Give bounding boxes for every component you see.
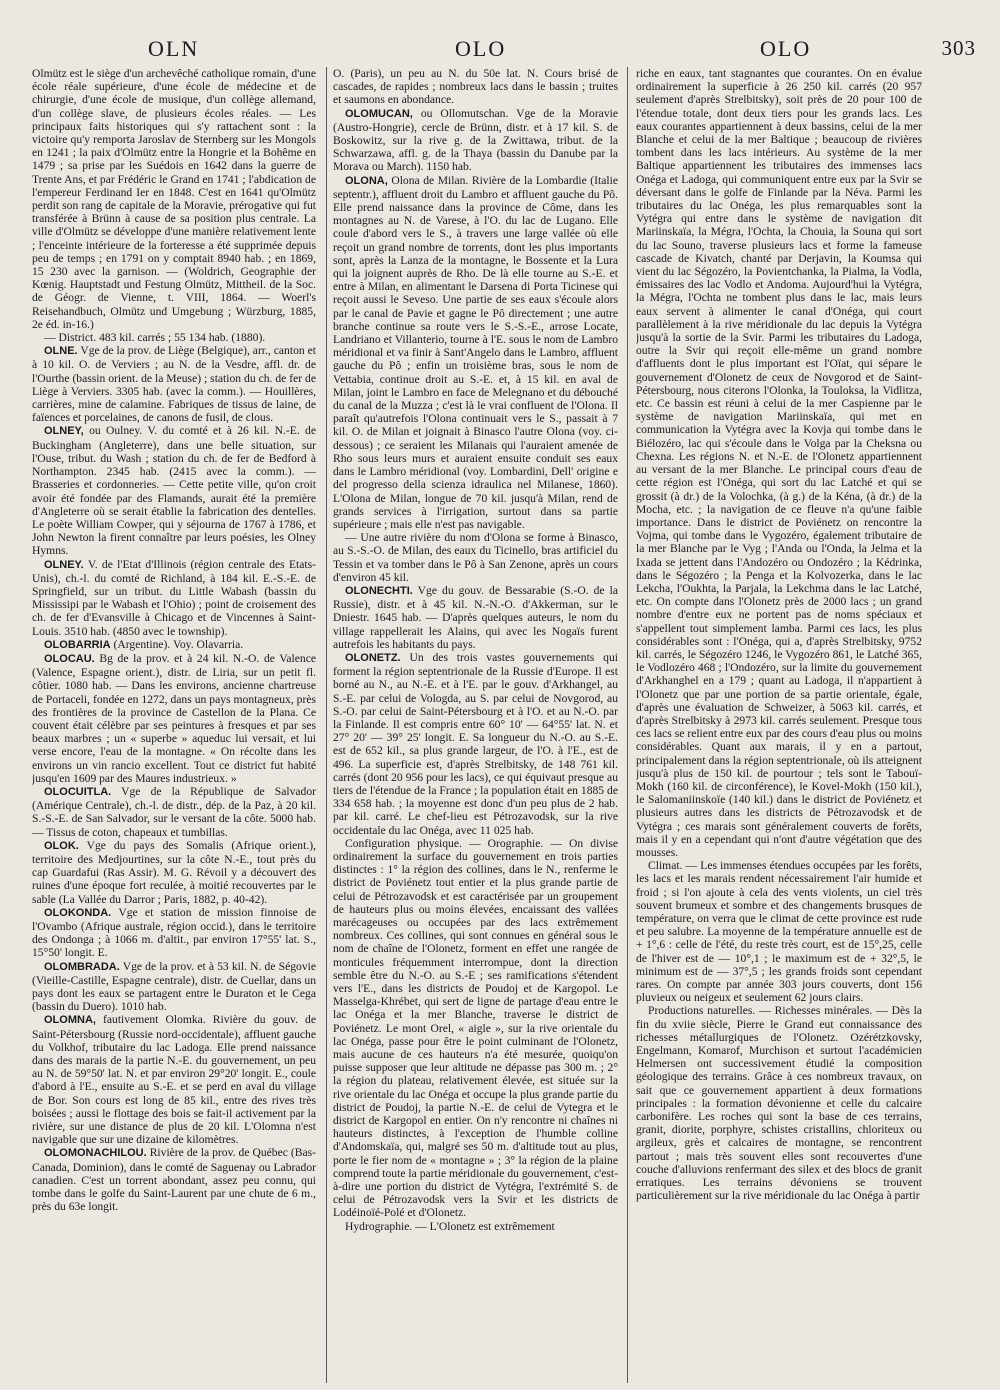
running-header-left: OLN xyxy=(148,36,200,61)
continued-paragraph: riche en eaux, tant stagnantes que courantes. On en évalue ordinairement la superficie à 26 250 kil. carrés (20 957 seulement d'après Strelbitsky), soit près de 20 pour 100 de l'étendue totale, dont deux tiers pour les grands lacs. Les eaux courantes appartiennent à deux bassins, celui de la mer Blanche et celui de la mer Baltique ; beaucoup de rivières tombent dans les lacs intérieurs. Au système de la mer Baltique appartiennent les tributaires des immenses lacs Onéga et Ladoga, qui communiquent entre eux par la Svir se déversant dans le golfe de Finlande par la Néva. Parmi les tributaires du lac Onéga, les plus remarquables sont la Vytégra qui entre dans le système de navigation dit Mariinskaïa, la Mégra, l'Ochta, la Chouia, la Souna qui sort du lac Souno, traverse plusieurs lacs et forme la fameuse cascade de Kivatch, chanté par Derjavin, la Koumsa qui vient du lac Ségozéro, la Povientchanka, la Pialma, la Vodla, émissaires des lac Vodlo et Andoma. Aujourd'hui la Vytégra, la Mégra, l'Ochta ne tombent plus dans le lac, mais leurs eaux servent à alimenter le canal d'Onéga, qui court parallèlement à la rive méridionale du lac depuis la Vytégra jusqu'à la sortie de la Svir. Parmi les tributaires du Ladoga, outre la Svir qui reçoit elle-même un grand nombre d'affluents dont le plus important est l'Oïat, qui sépare le gouvernement d'Olonetz de ceux de Novgorod et de Saint-Pétersbourg, nous citerons l'Olonka, la Touloksa, la Vidlitza, etc. Ce bassin est réuni à celui de la mer Caspienne par le système de navigation Mariinskaïa, qui met en communication la Vytégra avec la Kovja qui tombe dans le Biélozéro, lac qui s'écoule dans le Volga par la Cheksna ou Chexna. Les régions N. et N.-E. de l'Olonetz appartiennent au versant de la mer Blanche. Le principal cours d'eau de cette région est l'Onéga, qui sort du lac Latché et qui se grossit (à dr.) de la Volochka, (à g.) de la Kéna, (à dr.) de la Mocha, etc. ; la navigation de ce fleuve n'a qu'une faible importance. Dans le district de Poviénetz on rencontre la Vojma, qui tombe dans le Vygozéro, également tributaire de la mer Blanche par le Vyg ; l'Anda ou l'Onda, la Jelma et la Ixada se jettent dans l'Andozéro ou Ondozéro ; la Kédrinka, dans le Ségozéro ; la Penga et la Kolvozerka, dans le lac Lekcha, l'Oukhta, la Parjala, la Lekchma dans le lac Latché, etc. On compte dans l'Olonetz près de 2000 lacs ; un grand nombre d'entre eux ne portent pas de noms spéciaux et s'appellent tout simplement lamba. Parmi ces lacs, les plus considérables sont : l'Onéga, qui a, d'après Strelbitsky, 9752 kil. carrés, le Ségozéro 1246, le Vygozéro 861, le Latché 365, le Vodlozéro 468 ; l'Ondozéro, sur la limite du gouvernement d'Arkhanghel en a 179 ; quant au Ladoga, il n'appartient à l'Olonetz que par une portion de sa partie orientale, égale, d'après une évaluation de Schweizer, à 5063 kil. carrés, et d'après Strelbitsky à 2973 kil. carrés seulement. Presque tous ces lacs se relient entre eux par des cours d'eau plus ou moins considérables. Quant aux marais, il y en a partout, principalement dans la région septentrionale, où ils atteignent jusqu'à plus de 150 kil. de pourtour ; tels sont le Tabouï-Mokh (160 kil. de circonférence), le Kovel-Mokh (150 kil.), le Salomaniinskoïe (140 kil.) dans le district de Poviénetz et plusieurs autres dans les districts de Pétrozavodsk et de Vytégra ; ces marais sont généralement couverts de forêts, mais il y en a cependant qui n'ont d'autre végétation que des mousses. xyxy=(636,67,922,859)
paragraph: Climat. — Les immenses étendues occupées par les forêts, les lacs et les marais rendent nécessairement l'air humide et froid ; si l'on ajoute à cela des vents violents, un ciel très souvent brumeux et sombre et des changements brusques de température, on verra que le climat de cette province est rude et peu salubre. La moyenne de la température annuelle est de + 1°,6 : celle de l'été, du reste très court, est de 15°,25, celle de l'hiver est de — 10°,1 ; le maximum est de + 32°,5, le minimum est de — 37°,5 ; les grands froids sont cependant rares. On compte par année 303 jours couverts, dont 156 pluvieux ou neigeux et seulement 62 jours clairs. xyxy=(636,859,922,1005)
paragraph: — District. 483 kil. carrés ; 55 134 hab. (1880). xyxy=(44,331,266,345)
dictionary-entry xyxy=(32,558,316,638)
page-number: 303 xyxy=(941,36,976,60)
entry-headword: OLNE. xyxy=(44,345,78,358)
column-divider xyxy=(326,67,327,1383)
entry-headword: OLOMUCAN, xyxy=(345,107,413,120)
text-column-2 xyxy=(333,67,618,1385)
entry-headword: OLOBARRIA xyxy=(44,638,111,651)
paragraph: Productions naturelles. — Richesses minérales. — Dès la fin du xviie siècle, Pierre le Grand eut connaissance des richesses métallurgiques de l'Olonetz. Ozérétzkovsky, Engelmann, Komarof, Murchison et surtout l'académicien Helmersen ont successivement étudié la composition géologique des terrains. Grâce à ces nombreux travaux, on sait que ce gouvernement appartient à deux formations principales : la formation dévonienne et celle du calcaire carbonifère. Les roches qui sont la base de ces terrains, granit, diorite, porphyre, schistes cristallins, chloriteux ou argileux, grès et calcaires de montagne, se rencontrent partout ; mais très souvent elles sont recouvertes d'une couche d'alluvions renfermant des silex et des blocs de granit erratiques. Les terrains dévoniens se trouvent particulièrement sur la rive méridionale du lac Onéga à partir xyxy=(636,1004,922,1203)
dictionary-entry xyxy=(333,584,618,651)
text-column-3 xyxy=(636,67,922,1385)
running-header-right: OLO xyxy=(760,36,812,61)
dictionary-entry xyxy=(333,107,618,174)
dictionary-entry xyxy=(32,839,316,906)
dictionary-entry xyxy=(333,651,618,837)
entry-text: ou Ollomutschan. Vge de la Moravie (Austro-Hongrie), cercle de Brünn, distr. et à 17 kil. S. de Boskowitz, sur la rive g. de la Zwittawa, tribut. de la Schwarzawa, affl. g. de la Thaya (bassin du Danube par la Morava ou March). 1150 hab. xyxy=(333,106,618,174)
entry-text: Vge du pays des Somalis (Afrique orient.), territoire des Medjourtines, sur la côte N.-E., tout près du cap Guardafui (Ras Assir). M. G. Révoil y a découvert des ruines d'une époque fort reculée, à moitié recouvertes par le sable (La Vallée du Darror ; Paris, 1882, p. 40-42). xyxy=(32,838,316,906)
dictionary-entry xyxy=(333,174,618,531)
entry-text: Bg de la prov. et à 24 kil. N.-O. de Valence (Valence, Espagne orient.), distr. de Liria, sur un petit fl. côtier. 1080 hab. — Dans les environs, ancienne chartreuse de Portaceli, fondée en 1272, dans un pays montagneux, près des frontières de la province de Castellon de la Plana. Ce couvent était célèbre par ses peintures à fresques et par ses beaux marbres ; un « superbe » aqueduc lui versait, et lui verse encore, l'eau de la montagne. « On récolte dans les environs un vin rancio excellent. Tout ce district fut habité jusqu'en 1609 par des Maures industrieux. » xyxy=(32,651,316,785)
entry-text: Vge et station de mission finnoise de l'Ovambo (Afrique australe, région occid.), dans le territoire des Ondonga ; à 1066 m. d'altit., par environ 17°55' lat. S., 15°50' longit. E. xyxy=(32,905,316,960)
entry-headword: OLOK. xyxy=(44,839,79,852)
entry-headword: OLOCUITLA. xyxy=(44,785,112,798)
entry-text: Vge de la prov. de Liège (Belgique), arr., canton et à 10 kil. O. de Verviers ; au N. de la Vesdre, affl. dr. de l'Ourthe (bassin orient. de la Meuse) ; station du ch. de fer de Liège à Verviers. 3305 hab. (avec la comm.). — Houillères, carrières, mine de calamine. Fabriques de tissus de laine, de faïences et porcelaines, de canons de fusil, de clous. xyxy=(32,344,316,425)
dictionary-entry xyxy=(32,1146,316,1213)
continued-paragraph: Olmütz est le siège d'un archevêché catholique romain, d'une école réale supérieure, d'une école de médecine et de chirurgie, d'une école de musique, d'un collège allemand, d'un collège slave, de plusieurs écoles réales. — Les principaux faits historiques qui s'y rattachent sont : la victoire qu'y remporta Jaroslav de Sternberg sur les Mongols en 1241 ; la paix d'Olmütz entre la Hongrie et la Bohême en 1479 ; sa prise par les Suédois en 1642 dans la guerre de Trente Ans, et par Frédéric le Grand en 1741 ; l'abdication de l'empereur Ferdinand Ier en 1848. C'est en 1641 qu'Olmütz perdit son rang de capitale de la Moravie, prérogative qui fut transférée à Brünn à cause de sa position plus centrale. La ville d'Olmütz se développe d'une manière relativement lente ; l'enceinte intérieure de la forteresse a été supprimée depuis peu de temps ; en 1791 on y comptait 8940 hab. ; en 1869, 15 230 avec la garnison. — (Woldrich, Geographie der Kœnig. Hauptstadt und Festung Olmütz, Mittheil. de la Soc. de Géogr. de Vienne, t. VIII, 1864. — Woerl's Reisehandbuch, Olmütz und Umgebung ; Würzburg, 1885, 2e éd. in-16.) xyxy=(32,67,316,331)
entry-headword: OLOMBRADA. xyxy=(44,960,120,973)
entry-headword: OLOKONDA. xyxy=(44,906,112,919)
entry-text: Rivière de la prov. de Québec (Bas-Canada, Dominion), dans le comté de Saguenay ou Labrador canadien. C'est un torrent abondant, assez peu connu, qui tombe dans le golfe du Saint-Laurent par une chute de 6 m., près du 63e longit. xyxy=(32,1146,316,1214)
entry-text: V. de l'Etat d'Illinois (région centrale des Etats-Unis), ch.-l. du comté de Richland, à 184 kil. E.-S.-E. de Springfield, sur un tribut. du Little Wabash (bassin du Mississipi par le Wabash et l'Ohio) ; point de croisement des ch. de fer d'Evansville à Chicago et de Vincennes à Saint-Louis. 3510 hab. (4850 avec le township). xyxy=(32,557,316,638)
paragraph: Hydrographie. — L'Olonetz est extrêmement xyxy=(345,1219,555,1233)
dictionary-entry xyxy=(32,906,316,960)
dictionary-entry xyxy=(32,652,316,785)
entry-text: Un des trois vastes gouvernements qui forment la région septentrionale de la Russie d'Europe. Il est borné au N., au N.-E. et à l'E. par le gouv. d'Arkhangel, au S.-E. par celui de Vologda, au S. par celui de Novgorod, au S.-O. par celui de Saint-Pétersbourg et à l'O. et au N.-O. par la Finlande. Il est compris entre 60° 10' — 64°55' lat. N. et 27° 20' — 39° 25' longit. E. Sa longueur du N.-O. au S.-E. est de 652 kil., sa plus grande largeur, de l'O. à l'E., est de 496. La superficie est, d'après Strelbitsky, de 148 761 kil. carrés (dont 20 956 pour les lacs), ce qui équivaut presque au tiers de l'étendue de la France ; la population était en 1885 de 334 658 hab. ; la moyenne est donc d'un peu plus de 2 hab. par kil. carré. Le chef-lieu est Pétrozavodsk, sur la rive occidentale du lac Onéga, avec 11 025 hab. xyxy=(333,650,618,837)
entry-text: ou Oulney. V. du comté et à 26 kil. N.-E. de Buckingham (Angleterre), dans une belle situation, sur l'Ouse, tribut. du Wash ; station du ch. de fer de Bedford à Northampton. 2345 hab. (2415 avec la comm.). — Brasseries et cordonneries. — Cette petite ville, qu'on croit avoir été fondée par des Flamands, aurait été la première d'Angleterre où se serait établie la fabrication des dentelles. Le poète William Cowper, qui y séjourna de 1767 à 1786, et John Newton la firent connaître par leurs poésies, les Olney Hymns. xyxy=(32,424,316,558)
entry-headword: OLONETZ. xyxy=(345,651,401,664)
entry-headword: OLNEY. xyxy=(44,558,84,571)
text-column-1 xyxy=(32,67,316,1385)
column-divider xyxy=(627,67,628,1383)
running-header-center: OLO xyxy=(455,36,507,61)
entry-headword: OLOMONACHILOU. xyxy=(44,1147,147,1160)
entry-text: Vge de la prov. et à 53 kil. N. de Ségovie (Vieille-Castille, Espagne centrale), distr. de Cuellar, dans un pays dont les eaux se partagent entre le Duraton et le Cega (bassin du Duero). 1010 hab. xyxy=(32,959,316,1014)
continued-paragraph: O. (Paris), un peu au N. du 50e lat. N. Cours brisé de cascades, de rapides ; nombreux lacs dans le bassin ; truites et saumons en abondance. xyxy=(333,67,618,107)
paragraph: — Une autre rivière du nom d'Olona se forme à Binasco, au S.-S.-O. de Milan, des eaux du Ticinello, bras artificiel du Tessin et va tomber dans le Pô à San Zenone, après un cours d'environ 45 kil. xyxy=(333,531,618,584)
paragraph: Configuration physique. — Orographie. — On divise ordinairement la surface du gouvernement en trois parties distinctes : 1° la région des collines, dans le N., renferme le district de Poviénetz tout entier et la plus grande partie de celui de Pétrozavodsk et est caractérisée par un groupement de hauteurs plus ou moins élevées, encaissant des vallées marécageuses ou occupées par des lacs extrêmement nombreux. Ces collines, qui sont connues en général sous le nom de chaîne de l'Olonetz, forment en effet une rangée de monticules fréquemment interrompue, dont la direction semble être du N.-O. au S.-E ; ses ramifications s'étendent vers l'E., dans les districts de Poudoj et de Kargopol. Le Masselga-Khrébet, qui sert de ligne de partage d'eau entre le lac Onéga et la mer Blanche, traverse le district de Poviénetz. Le mont Orel, « aigle », sur la rive orientale du lac Onéga, passe pour être le point culminant de l'Olonetz, mais aucune de ces hauteurs n'a été mesurée, quoiqu'on puisse supposer que leur altitude ne dépasse pas 300 m. ; 2° la région du plateau, relativement élevée, est située sur la rive orientale du lac Onéga et occupe la plus grande partie du district de Poudoj, la partie N.-E. de celui de Vytegra et le district de Kargopol en entier. On n'y rencontre ni chaînes ni hauteurs distinctes, à l'exception de l'humble colline d'Andomskaïa, qui, malgré ses 50 m. d'altitude tout au plus, porte le fier nom de « montagne » ; 3° la région de la plaine comprend toute la partie méridionale du gouvernement, c'est-à-dire une portion du district de Vytégra, l'extrémité S. de celui de Pétrozavodsk vers la Svir et les districts de Lodéinoïé-Polé et d'Olonetz. xyxy=(333,836,618,1220)
entry-text: Vge de la République de Salvador (Amérique Centrale), ch.-l. de distr., dép. de la Paz, à 20 kil. S.-S.-E. de San Salvador, sur le versant de la côte. 5000 hab. — Tissus de coton, chapeaux et tumbillas. xyxy=(32,784,316,839)
entry-text: Vge du gouv. de Bessarabie (S.-O. de la Russie), distr. et à 45 kil. N.-N.-O. d'Akkerman, sur le Dniestr. 1645 hab. — D'après quelques auteurs, le nom du village rappellerait les Alains, qui avec les Nogaïs furent autrefois les habitants du pays. xyxy=(333,583,618,651)
dictionary-entry xyxy=(32,424,316,557)
entry-headword: OLNEY, xyxy=(44,425,84,438)
dictionary-entry xyxy=(32,1013,316,1146)
entry-headword: OLOMNA, xyxy=(44,1014,96,1027)
dictionary-entry xyxy=(32,344,316,424)
entry-text: fautivement Olomka. Rivière du gouv. de Saint-Pétersbourg (Russie nord-occidentale), affluent gauche du Volkhof, tributaire du lac Ladoga. Elle prend naissance dans des marais de la partie N.-E. du gouvernement, un peu au N. de 59°50' lat. N. et par environ 29°20' longit. E., coule d'abord à l'E., ensuite au S.-E. et se perd en aval du village de Bor. Son cours est long de 85 kil., entre des rives très boisées ; aussi le flottage des bois se fait-il activement par la rivière, sur une distance de plus de 20 kil. L'Olomna n'est navigable que sur une dizaine de kilomètres. xyxy=(32,1013,316,1147)
entry-headword: OLOCAU. xyxy=(44,652,95,665)
entry-headword: OLONECHTI. xyxy=(345,584,413,597)
dictionary-entry xyxy=(32,960,316,1014)
entry-headword: OLONA, xyxy=(345,174,388,187)
dictionary-entry xyxy=(32,785,316,839)
dictionary-entry xyxy=(32,638,316,652)
entry-text: Olona de Milan. Rivière de la Lombardie (Italie septentr.), affluent droit du Lambro et affluent gauche du Pô. Elle prend naissance dans la province de Côme, dans les montagnes au N. de Varese, à l'O. du lac de Lugano. Elle coule d'abord vers le S., à travers une large vallée où elle reçoit un grand nombre de torrents, dont les plus importants sont, après la Lanza de la montagne, le Bossente et la Lura qui la joignent auprès de Rho. De là elle tourne au S.-E. et entre à Milan, en alimentant le Darsena di Porta Ticinese qui reçoit aussi le Seveso. Une partie de ses eaux s'écoule alors par le canal de Pavie et gagne le Pô directement ; une autre branche continue sa route vers le S.-S.-E., arrose Locate, Landriano et Villanterio, tourne à l'E. sous le nom de Lambro méridional et va finir à Sant'Angelo dans le Lambro, affluent gauche du Pô ; enfin un troisième bras, sous le nom de Vettabia, continue droit au S.-E. et, à 15 kil. en aval de Milan, joint le Lambro en face de Melegnano et du débouché du canal de la Muzza ; c'est là le vrai confluent de l'Olona. Il paraît qu'autrefois l'Olona continuait vers le S., passait à 7 kil. O. de Milan et joignait à Binasco l'autre Olona (voy. ci-dessous) ; ce seraient les Milanais qui l'auraient amenée de Rho sous leurs murs et auraient ensuite conduit ses eaux dans le Lambro méridional (voy. Lombardini, Dell' origine e del progresso della scienza idraulica nel Milanese, 1860). L'Olona de Milan, longue de 70 kil. jusqu'à Milan, rend de grands services à l'irrigation, surtout dans sa partie supérieure ; mais elle n'est pas navigable. xyxy=(333,173,618,531)
entry-text: (Argentine). Voy. Olavarria. xyxy=(113,637,244,651)
